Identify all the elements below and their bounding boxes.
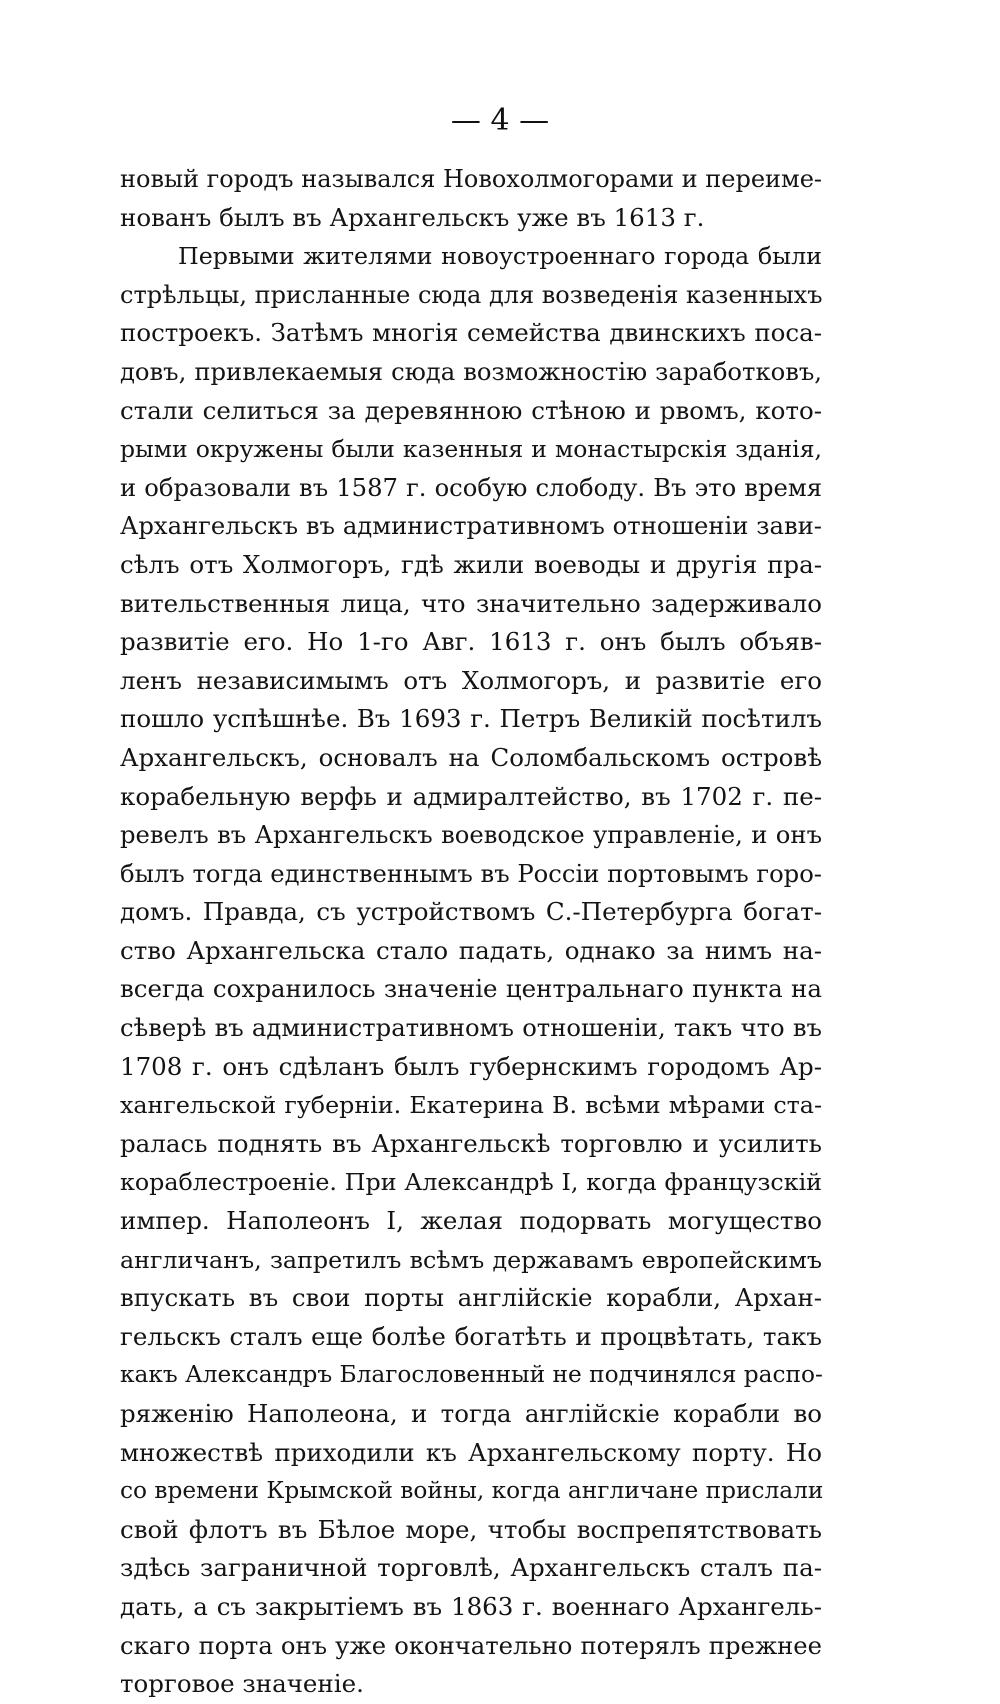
- text-line: множествѣ приходили къ Архангельскому порту. Но: [120, 1437, 822, 1467]
- text-line: сѣверѣ въ административномъ отношеніи, такъ что въ: [120, 1013, 822, 1043]
- text-line: и образовали въ 1587 г. особую слободу. Въ это время: [120, 472, 822, 502]
- text-line: домъ. Правда, съ устройствомъ С.-Петербурга богат-: [120, 897, 822, 927]
- text-line: свой флотъ въ Бѣлое море, чтобы воспрепятствовать: [120, 1514, 822, 1544]
- text-line: Первыми жителями новоустроеннаго города были: [178, 242, 822, 271]
- text-line: хангельской губерніи. Екатерина В. всѣми мѣрами ста-: [120, 1091, 822, 1120]
- text-line: стали селиться за деревянною стѣною и рвомъ, кото-: [120, 395, 822, 425]
- text-line: построекъ. Затѣмъ многія семейства двинскихъ поса-: [120, 318, 822, 348]
- text-line: былъ тогда единственнымъ въ Россіи портовымъ горо-: [120, 858, 822, 888]
- text-line: всегда сохранилось значеніе центральнаго пункта на: [120, 974, 822, 1004]
- text-line: рыми окружены были казенныя и монастырскія зданія,: [120, 435, 822, 464]
- text-line: ряженію Наполеона, и тогда англійскіе корабли во: [120, 1399, 822, 1428]
- body-text: [120, 160, 822, 1704]
- text-line: со времени Крымской войны, когда англичане прислали: [120, 1477, 824, 1505]
- text-line: ленъ независимымъ отъ Холмогоръ, и развитіе его: [120, 665, 822, 695]
- text-line: скаго порта онъ уже окончательно потерялъ прежнее: [120, 1630, 822, 1660]
- text-line: пошло успѣшнѣе. Въ 1693 г. Петръ Великій посѣтилъ: [120, 704, 822, 734]
- text-line: какъ Александръ Благословенный не подчинялся распо-: [120, 1361, 823, 1389]
- text-line: ревелъ въ Архангельскъ воеводское управленіе, и онъ: [120, 820, 822, 850]
- text-line: корабельную верфь и адмиралтейство, въ 1702 г. пе-: [120, 781, 822, 811]
- text-line: ралась поднять въ Архангельскѣ торговлю и усилить: [120, 1128, 822, 1158]
- text-line: ство Архангельска стало падать, однако за нимъ на-: [120, 935, 822, 965]
- text-line: нованъ былъ въ Архангельскъ уже въ 1613 г.: [120, 202, 705, 232]
- page-number: — 4 —: [450, 103, 550, 138]
- text-line: вительственныя лица, что значительно задерживало: [120, 588, 822, 618]
- text-line: новый городъ назывался Новохолмогорами и переиме-: [120, 165, 823, 193]
- text-line: впускать въ свои порты англійскіе корабли, Архан-: [120, 1283, 822, 1313]
- text-line: здѣсь заграничной торговлѣ, Архангельскъ сталъ па-: [120, 1553, 822, 1583]
- text-line: стрѣльцы, присланные сюда для возведенія казенныхъ: [120, 280, 823, 309]
- text-line: 1708 г. онъ сдѣланъ былъ губернскимъ городомъ Ар-: [120, 1051, 822, 1081]
- text-line: англичанъ, запретилъ всѣмъ державамъ европейскимъ: [120, 1245, 822, 1274]
- text-line: импер. Наполеонъ I, желая подорвать могущество: [120, 1206, 822, 1236]
- text-line: гельскъ сталъ еще болѣе богатѣть и процвѣтать, такъ: [120, 1321, 822, 1351]
- text-line: кораблестроеніе. При Александрѣ I, когда французскій: [120, 1168, 822, 1197]
- text-line: дать, а съ закрытіемъ въ 1863 г. военнаго Архангель-: [120, 1591, 822, 1621]
- text-line: сѣлъ отъ Холмогоръ, гдѣ жили воеводы и другія пра-: [120, 549, 822, 579]
- text-line: довъ, привлекаемыя сюда возможностію заработковъ,: [120, 356, 822, 386]
- text-line: Архангельскъ въ административномъ отношеніи зави-: [120, 511, 822, 541]
- text-line: Архангельскъ, основалъ на Соломбальскомъ островѣ: [120, 742, 822, 772]
- text-line: развитіе его. Но 1-го Авг. 1613 г. онъ былъ объяв-: [120, 627, 822, 657]
- text-line: торговое значеніе.: [120, 1669, 364, 1699]
